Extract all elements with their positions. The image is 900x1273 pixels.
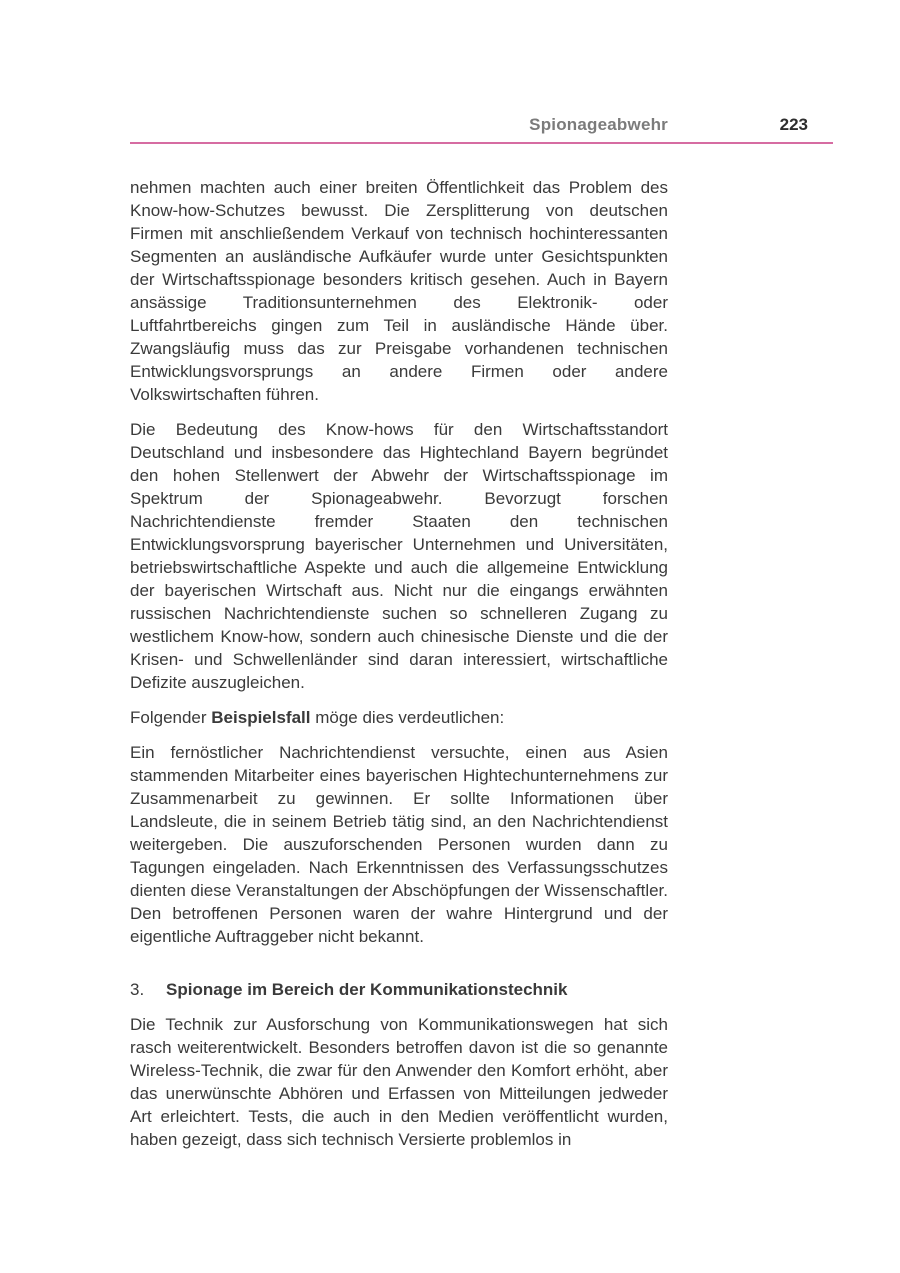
paragraph-kommunikationstechnik: Die Technik zur Ausforschung von Kommunikationswegen hat sich rasch weiterentwickelt. Besonders betroffen davon ist die so genannte Wireless-Technik, die zwar für den Anwender den Komfort erhöht, aber das unerwünschte Abhören und Erfassen von Mitteilungen jedweder Art erleichtert. Tests, die auch in den Medien veröffentlicht wurden, haben gezeigt, dass sich technisch Versierte problemlos in <box>130 1015 668 1149</box>
paragraph-beispielsfall: Ein fernöstlicher Nachrichtendienst versuchte, einen aus Asien stammenden Mitarbeiter eines bayerischen Hightechunternehmens zur Zusammenarbeit zu gewinnen. Er sollte Informationen über Landsleute, die in seinem Betrieb tätig sind, an den Nachrichtendienst weitergeben. Die auszuforschenden Personen wurden dann zu Tagungen eingeladen. Nach Erkenntnissen des Verfassungsschutzes dienten diese Veranstaltungen der Abschöpfungen der Wissenschaftler. Den betroffenen Personen waren der wahre Hintergrund und der eigentliche Auftraggeber nicht bekannt. <box>130 743 668 946</box>
section-heading-number: 3. <box>130 980 145 999</box>
beispielsfall-intro-suffix: möge dies verdeutlichen: <box>310 708 505 727</box>
beispielsfall-intro-bold: Beispielsfall <box>211 708 311 727</box>
beispielsfall-intro-prefix: Folgender <box>130 708 212 727</box>
page-number: 223 <box>779 115 808 134</box>
section-heading <box>130 978 668 1001</box>
section-heading-title: Spionage im Bereich der Kommunikationstechnik <box>166 980 568 999</box>
paragraph-beispielsfall-intro <box>130 706 668 729</box>
page-header <box>130 114 833 144</box>
page-body <box>130 176 668 1163</box>
paragraph-know-how-schutz: nehmen machten auch einer breiten Öffentlichkeit das Problem des Know-how-Schutzes bewusst. Die Zersplitterung von deutschen Firmen mit anschließendem Verkauf von technisch hochinteressanten Segmenten an ausländische Aufkäufer wurde unter Gesichtspunkten der Wirtschaftsspionage besonders kritisch gesehen. Auch in Bayern ansässige Traditionsunternehmen des Elektronik- oder Luftfahrtbereichs gingen zum Teil in ausländische Hände über. Zwangsläufig muss das zur Preisgabe vorhandenen technischen Entwicklungsvorsprungs an andere Firmen oder andere Volkswirtschaften führen. <box>130 178 668 404</box>
running-title: Spionageabwehr <box>529 115 668 134</box>
paragraph-bedeutung-know-how: Die Bedeutung des Know-hows für den Wirtschaftsstandort Deutschland und insbesondere das Hightechland Bayern begründet den hohen Stellenwert der Abwehr der Wirtschaftsspionage im Spektrum der Spionageabwehr. Bevorzugt forschen Nachrichtendienste fremder Staaten den technischen Entwicklungsvorsprung bayerischer Unternehmen und Universitäten, betriebswirtschaftliche Aspekte und auch die allgemeine Entwicklung der bayerischen Wirtschaft aus. Nicht nur die eingangs erwähnten russischen Nachrichtendienste suchen so schnelleren Zugang zu westlichem Know-how, sondern auch chinesische Dienste und die der Krisen- und Schwellenländer sind daran interessiert, wirtschaftliche Defizite auszugleichen. <box>130 420 668 692</box>
